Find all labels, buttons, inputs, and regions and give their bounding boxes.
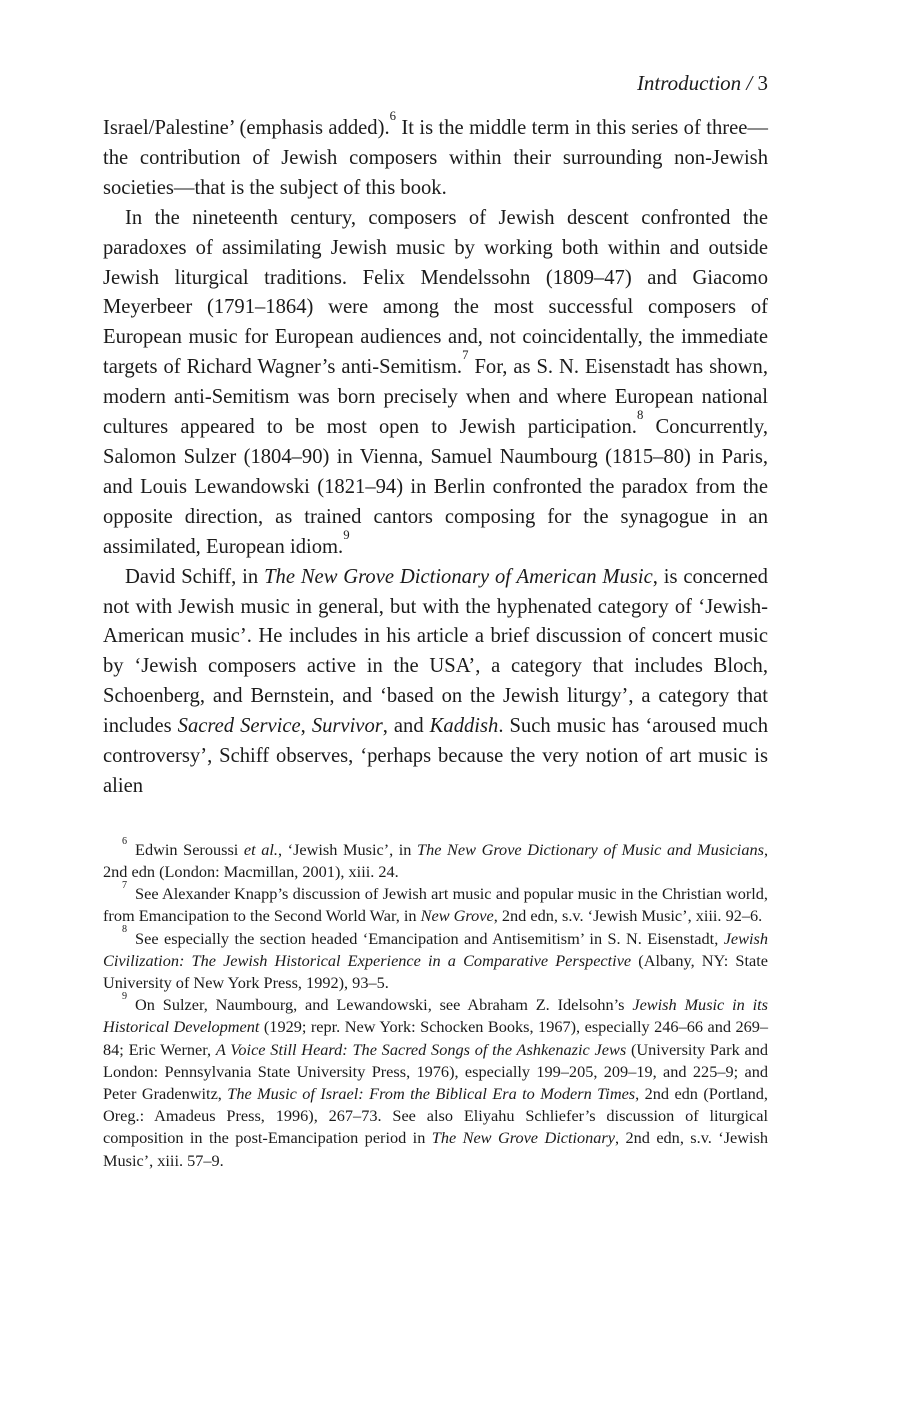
footnote — [103, 879, 768, 927]
footnote-number: 7 — [122, 879, 128, 891]
page-content — [103, 70, 768, 1172]
footnote-text: See Alexander Knapp’s discussion of Jewish art music and popular music in the Christian world, from Emancipation to the Second World War, in New Grove, 2nd edn, s.v. ‘Jewish Music’, xiii. 92–6. — [103, 884, 768, 926]
footnote-text: Edwin Seroussi et al., ‘Jewish Music’, in The New Grove Dictionary of Music and Musicians, 2nd edn (London: Macmillan, 2001), xiii. 24. — [103, 839, 769, 882]
footnote-number: 9 — [122, 991, 128, 1002]
body-text — [103, 109, 768, 802]
footnote — [103, 991, 769, 1172]
running-header: Introduction / 3 — [636, 71, 768, 95]
paragraph: David Schiff, in The New Grove Dictionary of American Music, is concerned not with Jewish music in general, but with the hyphenated category of ‘Jewish-American music’. He includes in his article a brief discussion of concert music by ‘Jewish composers active in the USA’, a category that includes Bloch, Schoenberg, and Bernstein, and ‘based on the Jewish liturgy’, a category that includes Sacred Service, Survivor, and Kaddish. Such music has ‘aroused much controversy’, Schiff observes, ‘perhaps because the very notion of art music is alien — [103, 565, 768, 797]
footnote — [103, 924, 768, 995]
paragraph: Israel/Palestine’ (emphasis added).$^6$ It is the middle term in this series of three—the contribution of Jewish composers within their surrounding non-Jewish societies—that is the subject of this book. — [103, 109, 768, 199]
footnote-number: 6 — [122, 835, 128, 847]
footnote-text: On Sulzer, Naumbourg, and Lewandowski, see Abraham Z. Idelsohn’s Jewish Music in its Historical Development (1929; repr. New York: Schocken Books, 1967), especially 246–66 and 269–84; Eric Werner, A Voice Still Heard: The Sacred Songs of the Ashkenazic Jews (University Park and London: Pennsylvania State University Press, 1976), especially 199–205, 209–19, and 225–9; and Peter Gradenwitz, The Music of Israel: From the Biblical Era to Modern Times, 2nd edn (Portland, Oreg.: Amadeus Press, 1996), 267–73. See also Eliyahu Schliefer’s discussion of liturgical composition in the post-Emancipation period in The New Grove Dictionary, 2nd edn, s.v. ‘Jewish Music’, xiii. 57–9. — [103, 995, 769, 1170]
footnotes-block — [103, 835, 769, 1172]
footnote-number: 8 — [122, 924, 128, 936]
paragraph: In the nineteenth century, composers of Jewish descent confronted the paradoxes of assimilating Jewish music by working both within and outside Jewish liturgical traditions. Felix Mendelssohn (1809–47) and Giacomo Meyerbeer (1791–1864) were among the most successful composers of European music for European audiences and, not coincidentally, the immediate targets of Richard Wagner’s anti-Semitism.$^7$ For, as S. N. Eisenstadt has shown, modern anti-Semitism was born precisely when and where European national cultures appeared to be most open to Jewish participation.$^8$ Concurrently, Salomon Sulzer (1804–90) in Vienna, Samuel Naumbourg (1815–80) in Paris, and Louis Lewandowski (1821–94) in Berlin confronted the paradox from the opposite direction, as trained cantors composing for the synagogue in an assimilated, European idiom.$^9$ — [103, 206, 768, 558]
footnote-text: See especially the section headed ‘Emancipation and Antisemitism’ in S. N. Eisenstadt, Jewish Civilization: The Jewish Historical Experience in a Comparative Perspective (Albany, NY: State University of New York Press, 1992), 93–5. — [103, 928, 768, 993]
footnote — [103, 835, 769, 883]
